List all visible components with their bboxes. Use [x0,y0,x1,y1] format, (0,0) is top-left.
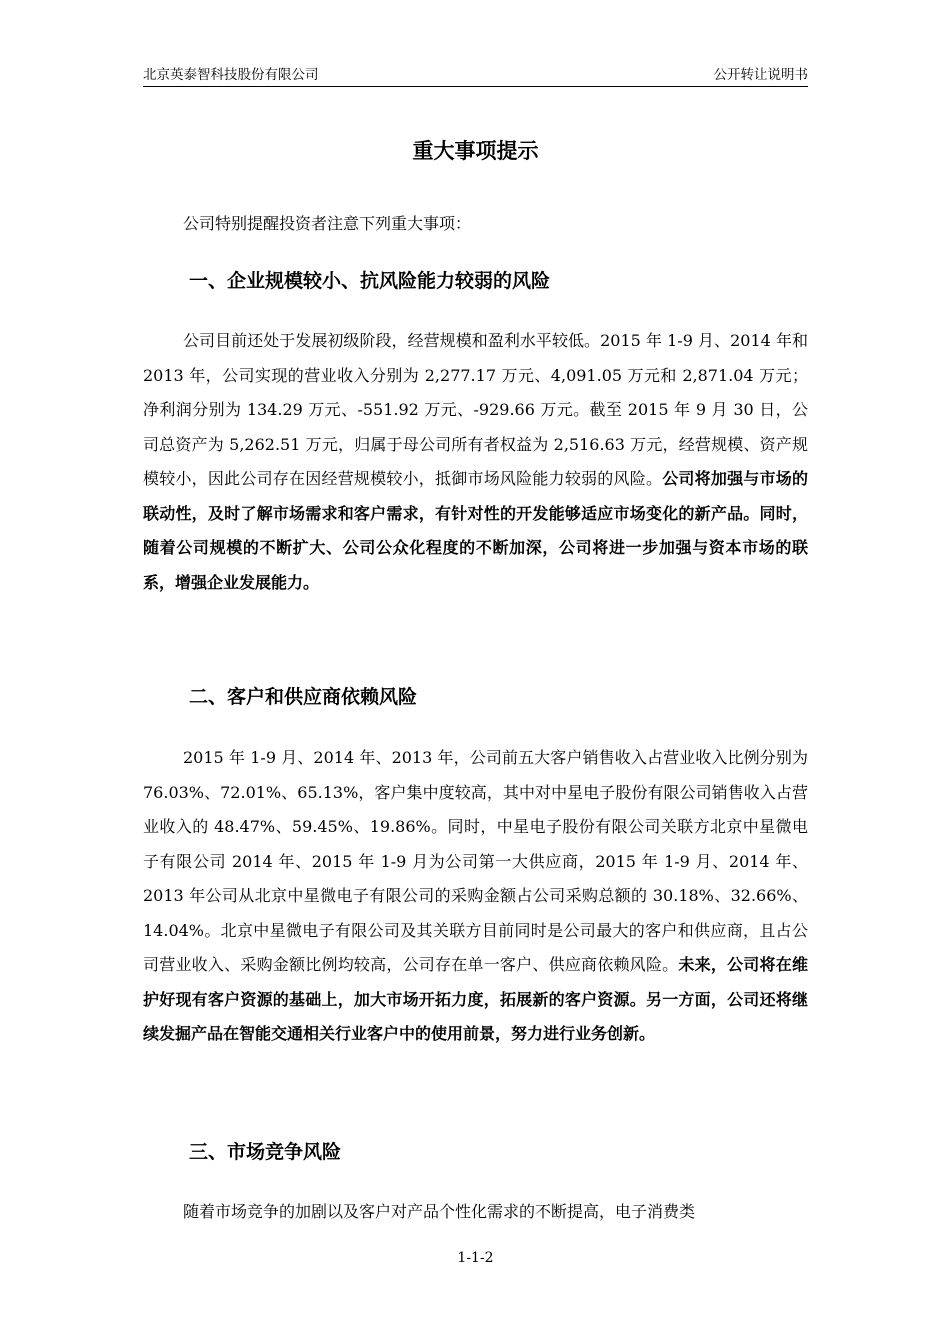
header-doc-type: 公开转让说明书 [713,67,808,83]
section-paragraph-1 [143,324,808,600]
section-2-body-bold: 未来，公司将在维护好现有客户资源的基础上，加大市场开拓力度，拓展新的客户资源。另一方面，公司还将继续发掘产品在智能交通相关行业客户中的使用前景，努力进行业务创新。 [143,955,808,1043]
section-1-body: 公司目前还处于发展初级阶段，经营规模和盈利水平较低。2015 年 1-9 月、2014 年和 2013 年，公司实现的营业收入分别为 2,277.17 万元、4,091.05 万元和 2,871.04 万元；净利润分别为 134.29 万元、-551.92 万元、-929.66 万元。截至 2015 年 9 月 30 日，公司总资产为 5,262.51 万元，归属于母公司所有者权益为 2,516.63 万元，经营规模、资产规模较小，因此公司存在因经营规模较小，抵御市场风险能力较弱的风险。 [143,331,808,488]
header-company: 北京英泰智科技股份有限公司 [143,67,319,83]
page-title: 重大事项提示 [412,139,539,163]
section-2-body: 2015 年 1-9 月、2014 年、2013 年，公司前五大客户销售收入占营业收入比例分别为 76.03%、72.01%、65.13%，客户集中度较高，其中对中星电子股份有限公司销售收入占营业收入的 48.47%、59.45%、19.86%。同时，中星电子股份有限公司关联方北京中星微电子有限公司 2014 年、2015 年 1-9 月为公司第一大供应商，2015 年 1-9 月、2014 年、2013 年公司从北京中星微电子有限公司的采购金额占公司采购总额的 30.18%、32.66%、14.04%。北京中星微电子有限公司及其关联方目前同时是公司最大的客户和供应商，且占公司营业收入、采购金额比例均较高，公司存在单一客户、供应商依赖风险。 [143,748,808,974]
section-heading-2: 二、客户和供应商依赖风险 [189,686,418,708]
section-paragraph-2 [143,741,808,1052]
section-paragraph-3 [143,1195,808,1230]
section-3-body: 随着市场竞争的加剧以及客户对产品个性化需求的不断提高，电子消费类 [183,1202,696,1221]
section-heading-3: 三、市场竞争风险 [189,1141,342,1163]
page-number: 1-1-2 [457,1250,494,1266]
section-heading-1: 一、企业规模较小、抗风险能力较弱的风险 [189,270,551,292]
intro-text: 公司特别提醒投资者注意下列重大事项： [183,214,472,233]
section-1-body-bold: 公司将加强与市场的联动性，及时了解市场需求和客户需求，有针对性的开发能够适应市场变化的新产品。同时，随着公司规模的不断扩大、公司公众化程度的不断加深，公司将进一步加强与资本市场的联系，增强企业发展能力。 [143,469,808,592]
page-header [143,64,808,87]
